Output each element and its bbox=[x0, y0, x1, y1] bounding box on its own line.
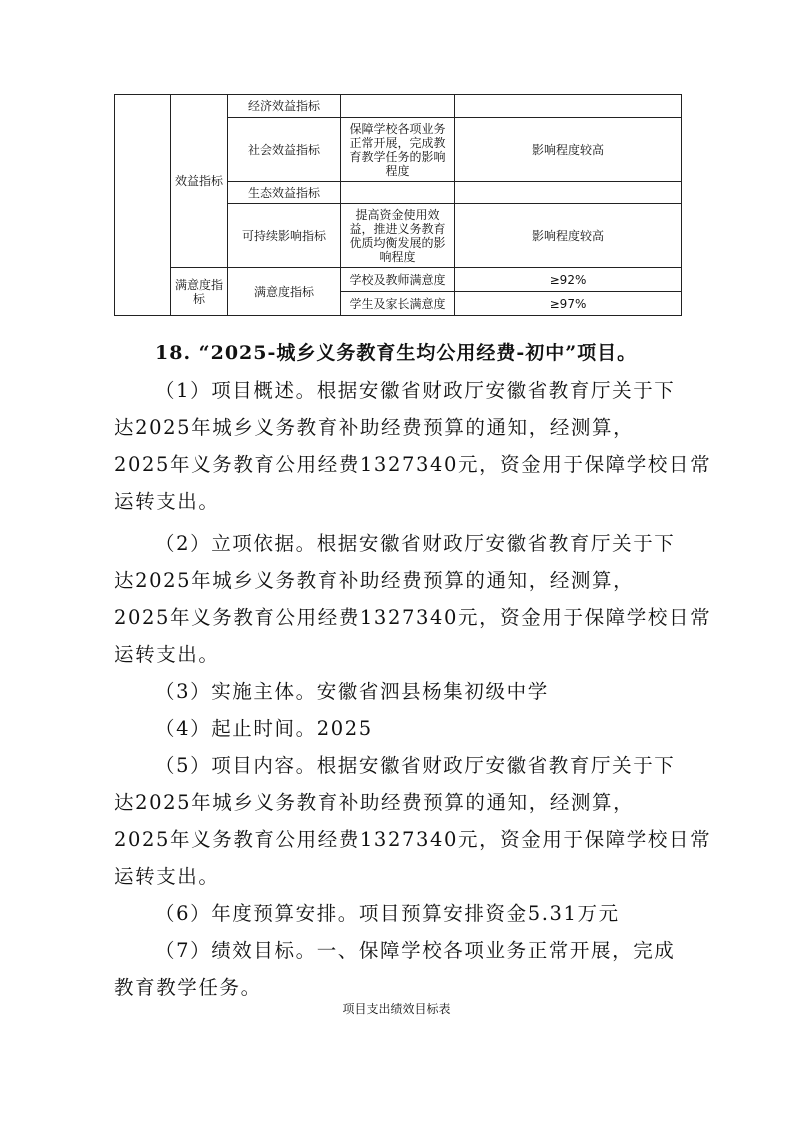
indicator-economic: 经济效益指标 bbox=[228, 95, 341, 118]
body-line: 2025年义务教育公用经费1327340元，资金用于保障学校日常 bbox=[114, 606, 712, 629]
body-line: （2）立项依据。根据安徽省财政厅安徽省教育厅关于下 bbox=[155, 532, 676, 555]
group-benefit: 效益指标 bbox=[171, 95, 228, 268]
indicator-satisfaction: 满意度指标 bbox=[228, 268, 341, 316]
body-line: 达2025年城乡义务教育补助经费预算的通知，经测算， bbox=[114, 416, 635, 439]
table-left-column bbox=[115, 95, 171, 316]
body-line: 达2025年城乡义务教育补助经费预算的通知，经测算， bbox=[114, 791, 635, 814]
value-student-satisfaction: ≥97% bbox=[455, 292, 682, 316]
body-line: （5）项目内容。根据安徽省财政厅安徽省教育厅关于下 bbox=[155, 754, 676, 777]
value-teacher-satisfaction: ≥92% bbox=[455, 268, 682, 292]
value-ecological bbox=[455, 182, 682, 204]
value-economic bbox=[455, 95, 682, 118]
desc-ecological bbox=[341, 182, 455, 204]
body-line: （4）起止时间。2025 bbox=[155, 717, 373, 740]
desc-sustainable: 提高资金使用效益，推进义务教育优质均衡发展的影响程度 bbox=[341, 204, 455, 268]
body-line: 运转支出。 bbox=[114, 865, 220, 888]
section-heading: 18. “2025-城乡义务教育生均公用经费-初中”项目。 bbox=[155, 342, 638, 364]
body-line: 运转支出。 bbox=[114, 490, 220, 513]
group-satisfaction: 满意度指标 bbox=[171, 268, 228, 316]
indicator-sustainable: 可持续影响指标 bbox=[228, 204, 341, 268]
body-line: 运转支出。 bbox=[114, 643, 220, 666]
body-line: 达2025年城乡义务教育补助经费预算的通知，经测算， bbox=[114, 569, 635, 592]
body-line: （3）实施主体。安徽省泗县杨集初级中学 bbox=[155, 680, 549, 703]
indicator-social: 社会效益指标 bbox=[228, 118, 341, 182]
value-social: 影响程度较高 bbox=[455, 118, 682, 182]
body-line: 教育教学任务。 bbox=[114, 976, 262, 999]
desc-social: 保障学校各项业务正常开展，完成教育教学任务的影响程度 bbox=[341, 118, 455, 182]
body-line: （6）年度预算安排。项目预算安排资金5.31万元 bbox=[155, 902, 620, 925]
desc-economic bbox=[341, 95, 455, 118]
performance-indicator-table bbox=[114, 94, 682, 316]
body-line: （1）项目概述。根据安徽省财政厅安徽省教育厅关于下 bbox=[155, 379, 676, 402]
body-line: （7）绩效目标。一、保障学校各项业务正常开展，完成 bbox=[155, 939, 676, 962]
desc-teacher-satisfaction: 学校及教师满意度 bbox=[341, 268, 455, 292]
body-line: 2025年义务教育公用经费1327340元，资金用于保障学校日常 bbox=[114, 828, 712, 851]
table-caption: 项目支出绩效目标表 bbox=[342, 1002, 451, 1016]
body-line: 2025年义务教育公用经费1327340元，资金用于保障学校日常 bbox=[114, 453, 712, 476]
value-sustainable: 影响程度较高 bbox=[455, 204, 682, 268]
desc-student-satisfaction: 学生及家长满意度 bbox=[341, 292, 455, 316]
indicator-ecological: 生态效益指标 bbox=[228, 182, 341, 204]
